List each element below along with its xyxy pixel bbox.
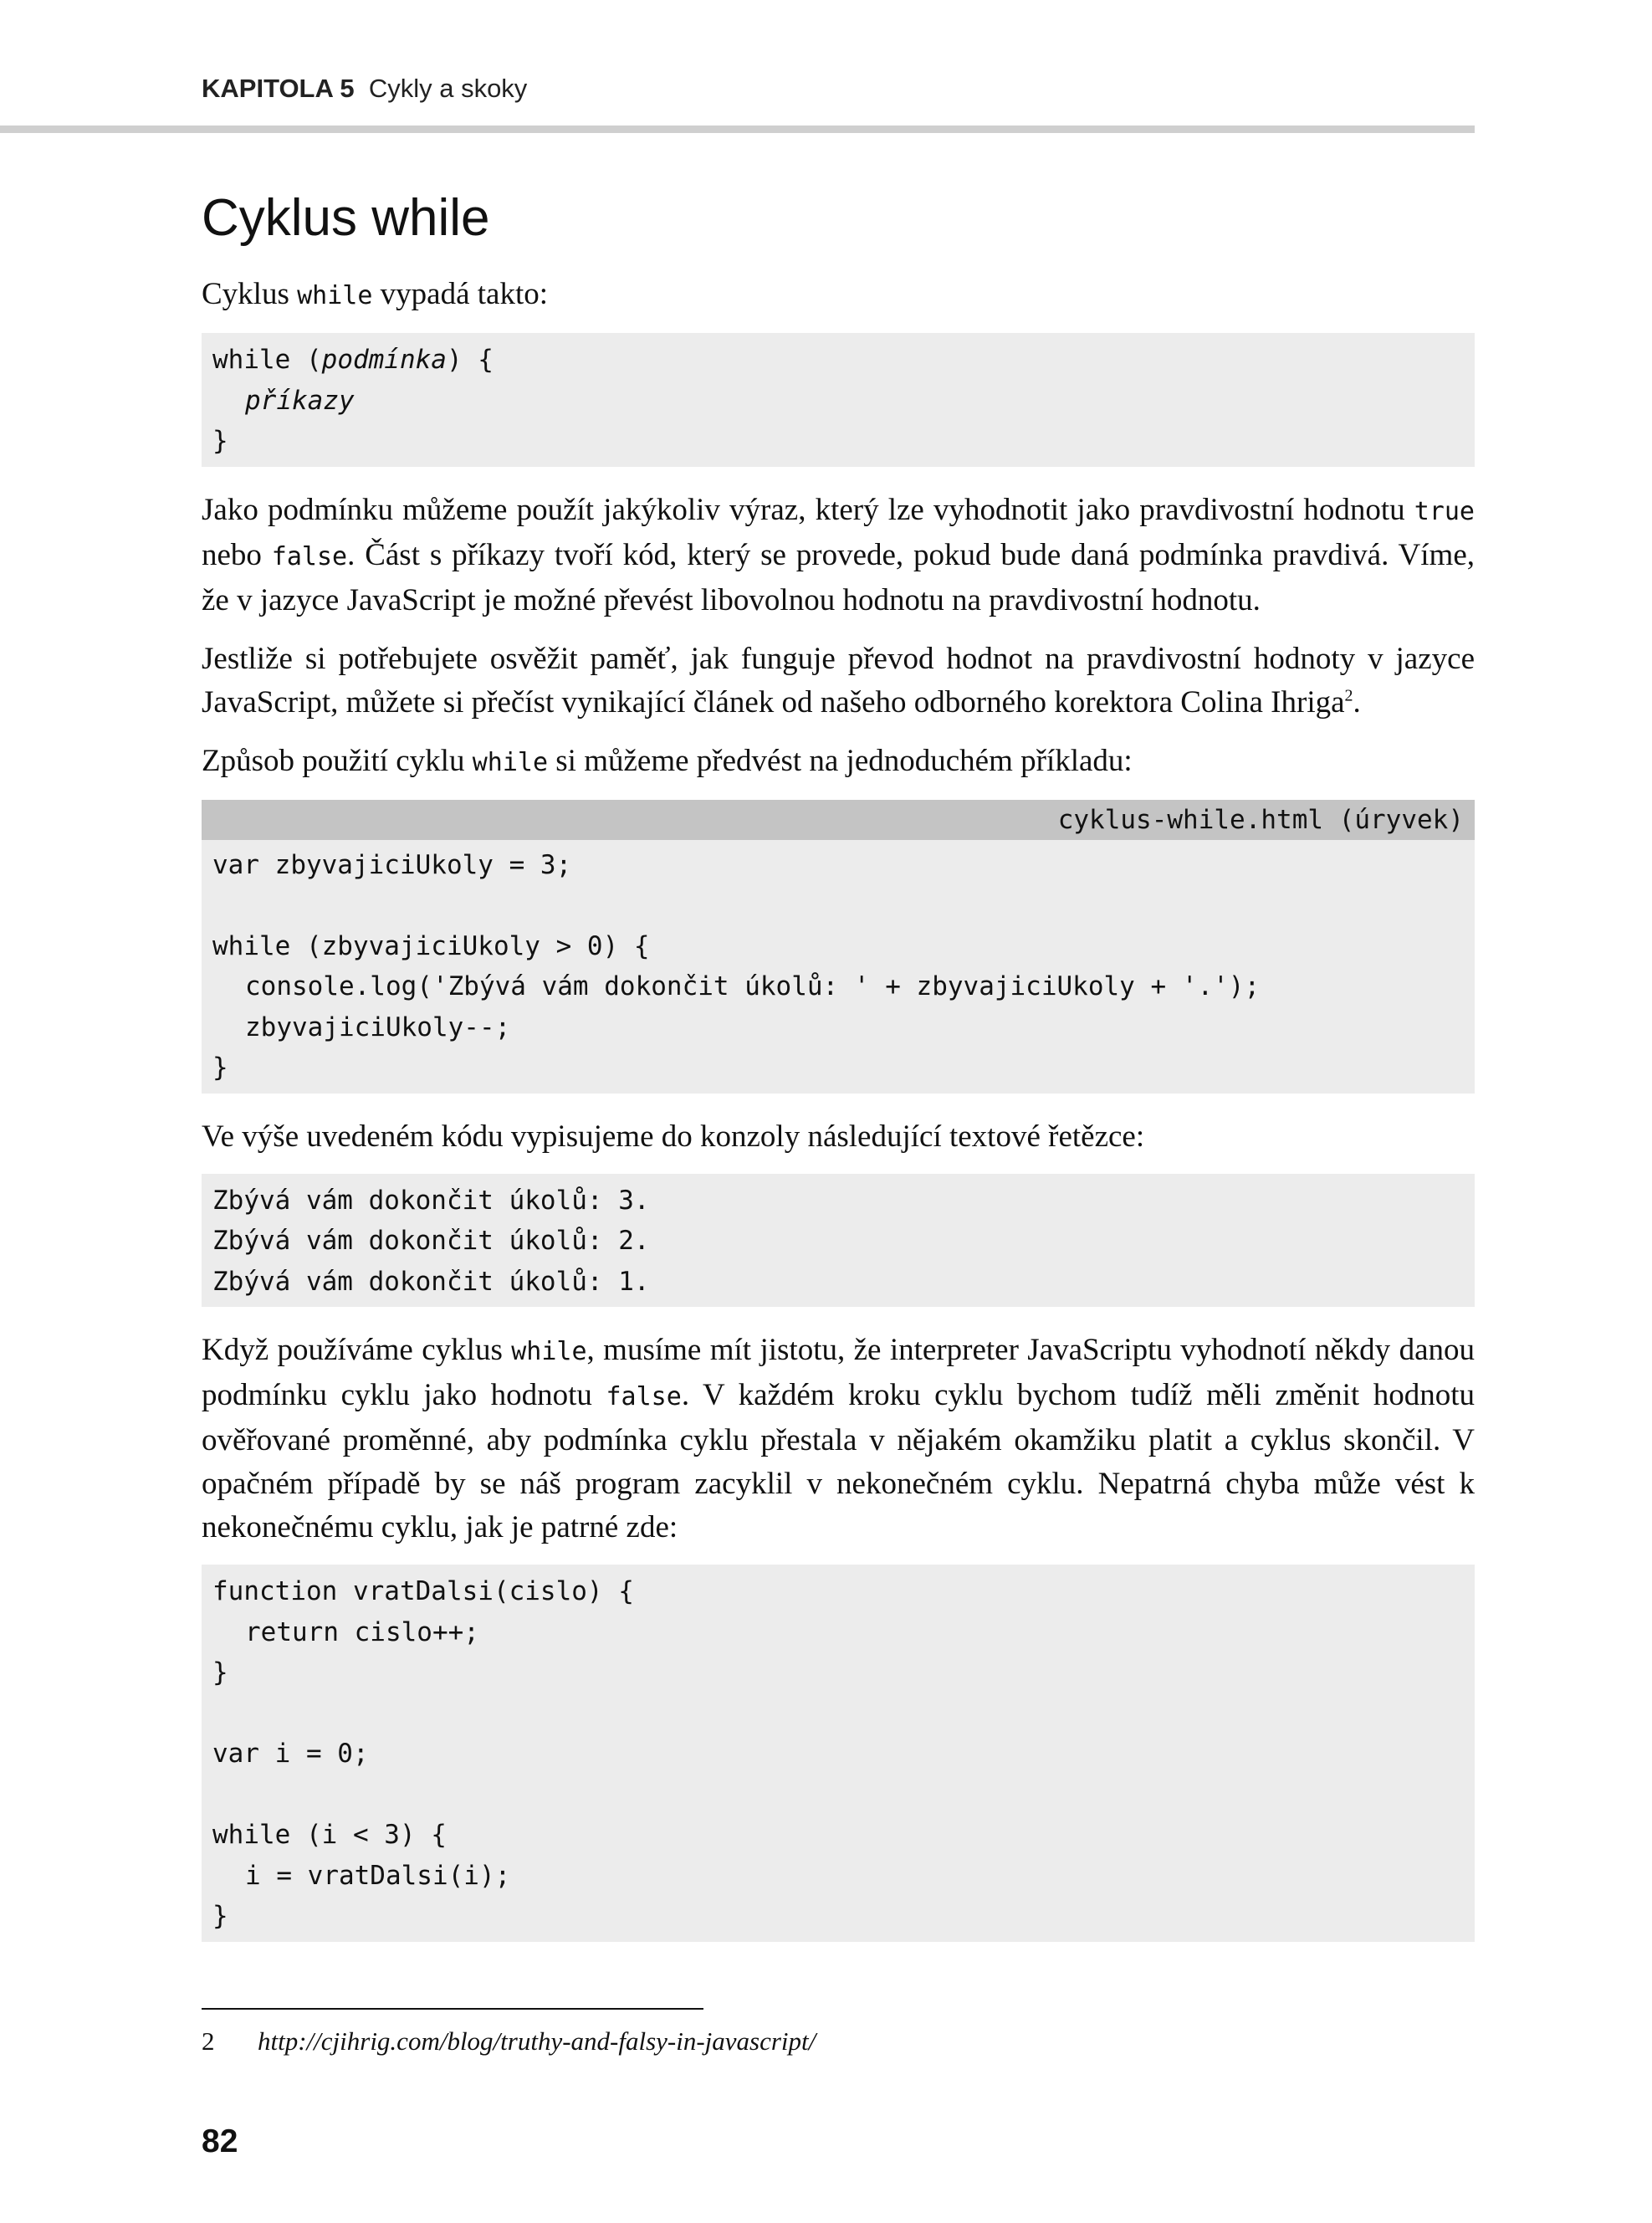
code-line: function vratDalsi(cislo) { <box>212 1576 634 1606</box>
paragraph-4: Ve výše uvedeném kódu vypisujeme do konzoly následující textové řetězce: <box>202 1119 1145 1154</box>
footnote-number: 2 <box>202 2026 215 2056</box>
code-token: while ( <box>212 345 322 375</box>
code-line: } <box>212 1901 228 1931</box>
code-listing-title: cyklus-while.html (úryvek) <box>202 800 1475 840</box>
footnote-rule <box>202 2008 703 2010</box>
running-head <box>202 74 527 104</box>
code-line: while (i < 3) { <box>212 1820 447 1850</box>
inline-code: while <box>472 747 549 777</box>
code-line: var zbyvajiciUkoly = 3; <box>212 849 572 880</box>
inline-code: false <box>271 541 348 571</box>
inline-code: true <box>1414 496 1475 526</box>
footnote <box>202 2025 816 2058</box>
intro-text-before: Cyklus <box>202 277 298 311</box>
syntax-code-block <box>202 333 1475 467</box>
paragraph-text: . V každém kroku cyklu bychom tudíž měli změnit hodnotu ověřované proměnné, aby podmínka cyklu přestala v nějakém okamžiku platit a cyklus skončil. V opačném případě by se náš program zacyklil v nekonečném cyklu. Nepatrná chyba může vést k nekonečnému cyklu, jak je patrné zde: <box>202 1378 1475 1544</box>
chapter-label: KAPITOLA 5 <box>202 74 355 103</box>
main-content <box>202 186 1475 1964</box>
code-token: ) { <box>446 345 494 375</box>
code-line <box>212 340 1464 381</box>
output-line: Zbývá vám dokončit úkolů: 1. <box>212 1266 650 1297</box>
example-code-block <box>202 800 1475 1094</box>
code-line <box>212 1775 1464 1816</box>
footnote-ref[interactable]: 2 <box>1344 686 1353 705</box>
inline-code: false <box>606 1382 682 1411</box>
chapter-title: Cykly a skoky <box>368 74 528 103</box>
intro-code: while <box>297 281 373 310</box>
code-line: } <box>212 1053 228 1083</box>
paragraph-text: Jako podmínku můžeme použít jakýkoliv výraz, který lze vyhodnotit jako pravdivostní hodnotu <box>202 492 1414 527</box>
code-placeholder: příkazy <box>245 385 355 416</box>
code-line: var i = 0; <box>212 1739 369 1769</box>
paragraph-text: . <box>1353 684 1361 720</box>
code-line: zbyvajiciUkoly--; <box>245 1012 511 1042</box>
code-placeholder: podmínka <box>321 345 447 375</box>
intro-text-after: vypadá takto: <box>372 277 549 311</box>
code-line: i = vratDalsi(i); <box>245 1860 511 1891</box>
paragraph-3 <box>202 740 1475 785</box>
code-line <box>212 1693 1464 1734</box>
code-line: } <box>212 1657 228 1688</box>
code-line <box>212 381 1464 422</box>
paragraph-1 <box>202 489 1475 622</box>
code-line: while (zbyvajiciUkoly > 0) { <box>212 930 650 961</box>
paragraph-text: . Část s příkazy tvoří kód, který se provede, pokud bude daná podmínka pravdivá. Víme, že v jazyce JavaScript je možné převést libovolnou hodnotu na pravdivostní hodnotu. <box>202 537 1475 617</box>
output-line: Zbývá vám dokončit úkolů: 3. <box>212 1185 650 1216</box>
inline-code: while <box>511 1337 587 1366</box>
paragraph-text: Když používáme cyklus <box>202 1333 512 1367</box>
paragraph-text: si můžeme předvést na jednoduchém příkladu: <box>548 743 1133 778</box>
paragraph-2 <box>202 638 1475 725</box>
header-rule <box>0 125 1475 133</box>
code-line <box>212 885 1464 926</box>
footnote-link[interactable]: http://cjihrig.com/blog/truthy-and-falsy-in-javascript/ <box>258 2026 816 2056</box>
output-line: Zbývá vám dokončit úkolů: 2. <box>212 1226 650 1256</box>
loop-code-block <box>202 1565 1475 1942</box>
code-line: console.log('Zbývá vám dokončit úkolů: ' + zbyvajiciUkoly + '.'); <box>245 971 1261 1001</box>
code-line: } <box>212 426 228 456</box>
paragraph-text: Způsob použití cyklu <box>202 743 473 778</box>
section-heading: Cyklus while <box>202 189 490 247</box>
page-number: 82 <box>202 2123 238 2159</box>
paragraph-5 <box>202 1329 1475 1549</box>
intro-paragraph <box>202 273 1475 318</box>
output-code-block <box>202 1174 1475 1308</box>
code-line: return cislo++; <box>245 1616 479 1647</box>
paragraph-text: nebo <box>202 537 272 572</box>
paragraph-text: Jestliže si potřebujete osvěžit paměť, jak funguje převod hodnot na pravdivostní hodnoty v jazyce JavaScript, můžete si přečíst vynikající článek od našeho odborného korektora Colina Ihriga <box>202 641 1475 720</box>
paragraph-text: , musíme mít jistotu, že interpreter JavaScriptu vyhodnotí někdy danou podmínku cyklu jako hodnotu <box>202 1333 1475 1412</box>
